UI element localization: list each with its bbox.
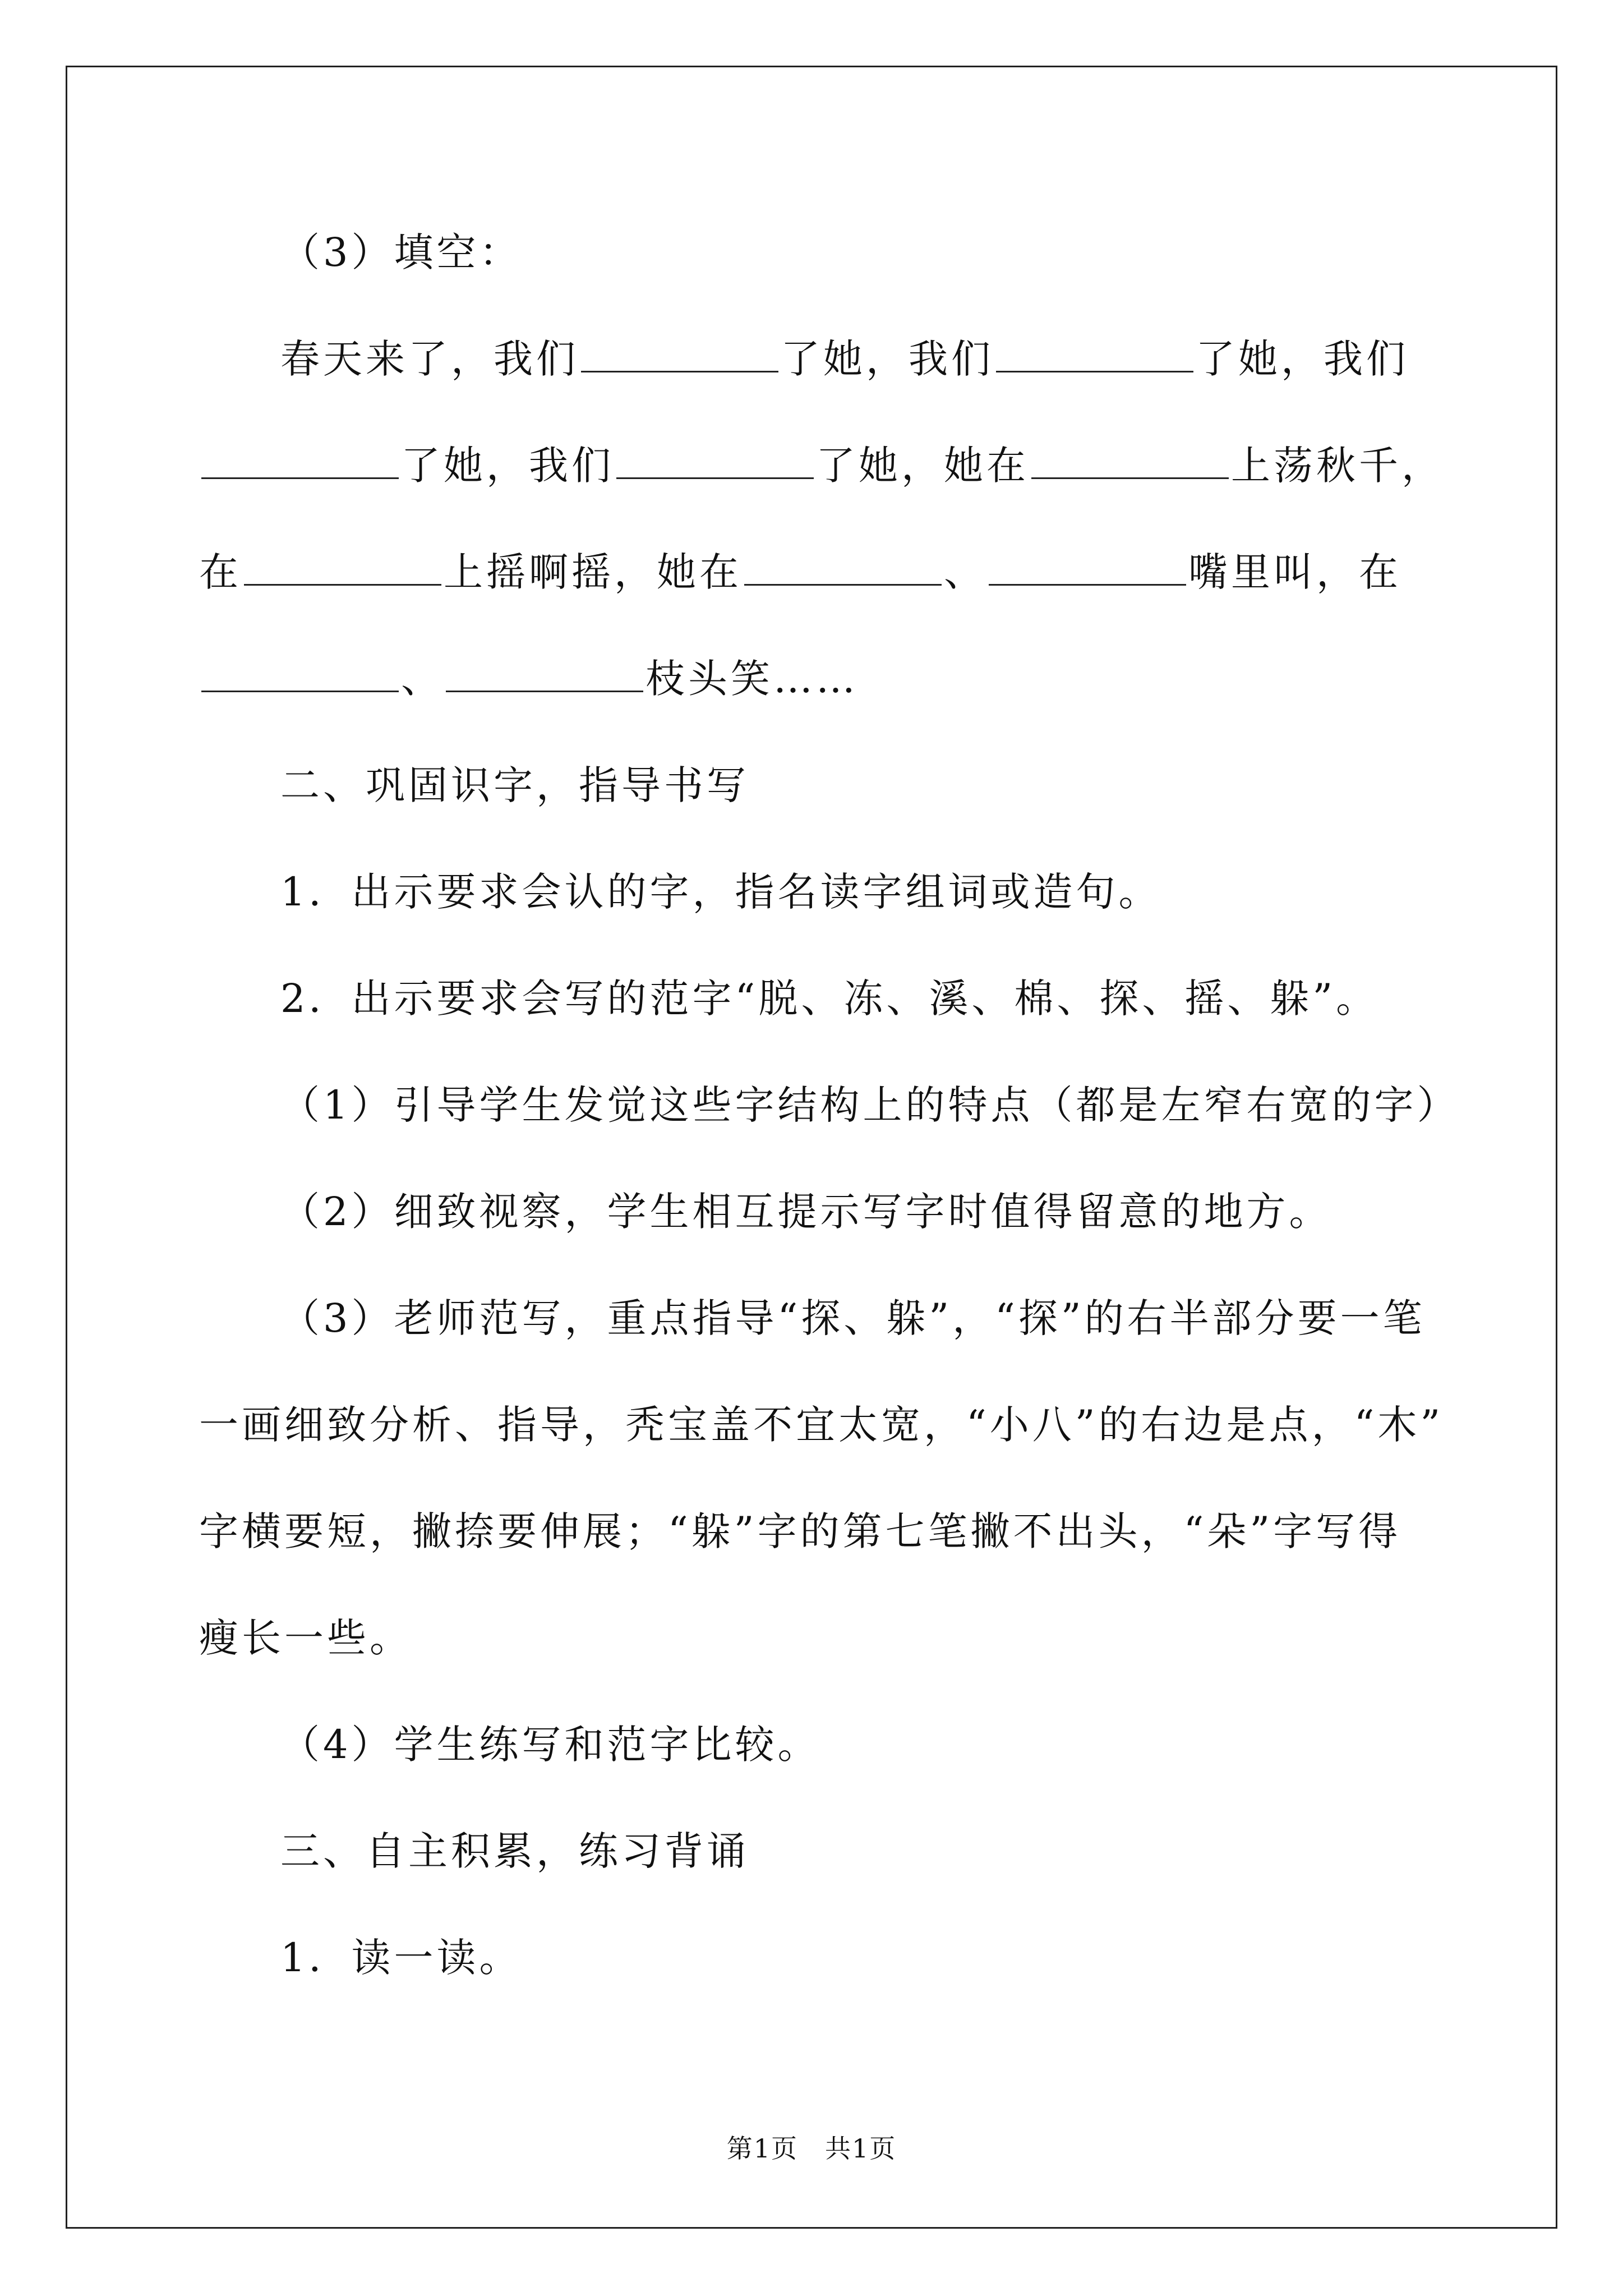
paragraph-continued: 一画细致分析、指导，秃宝盖不宜太宽，“小八”的右边是点，“木” xyxy=(199,1402,1444,1448)
blank-field xyxy=(446,654,643,692)
fill-in-line-3 xyxy=(199,544,1623,600)
text-segment: 春天来了，我们 xyxy=(280,336,579,382)
page-footer: 第1页 共1页 xyxy=(726,2133,897,2164)
blank-field xyxy=(989,547,1186,586)
paragraph: （1）引导学生发觉这些字结构上的特点（都是左窄右宽的字） xyxy=(280,1082,1460,1128)
fill-in-heading: （3）填空： xyxy=(280,229,522,275)
text-segment: 上摇啊摇，她在 xyxy=(444,549,742,595)
text-segment: 上荡秋千， xyxy=(1231,443,1444,489)
paragraph-continued: 字横要短，撇捺要伸展；“躲”字的第七笔撇不出头，“朵”字写得 xyxy=(199,1508,1401,1554)
text-segment: 、 xyxy=(944,549,986,595)
text-segment: 、 xyxy=(401,656,444,702)
paragraph: （4）学生练写和范字比较。 xyxy=(280,1722,820,1768)
text-segment: 了她，我们 xyxy=(401,443,614,489)
paragraph-continued: 瘦长一些。 xyxy=(199,1615,412,1661)
paragraph: （3）老师范写，重点指导“探、躲”，“探”的右半部分要一笔 xyxy=(280,1295,1426,1341)
fill-in-line-1 xyxy=(280,331,1623,387)
blank-field xyxy=(201,440,399,479)
paragraph: 2．出示要求会写的范字“脱、冻、溪、棉、探、摇、躲”。 xyxy=(280,976,1379,1022)
text-segment: 在 xyxy=(199,549,242,595)
text-segment: 了她，我们 xyxy=(781,336,994,382)
blank-field xyxy=(996,334,1193,372)
paragraph: （2）细致视察，学生相互提示写字时值得留意的地方。 xyxy=(280,1189,1332,1235)
text-segment: 嘴里叫，在 xyxy=(1188,549,1401,595)
text-segment: 枝头笑…… xyxy=(645,656,859,702)
fill-in-line-4 xyxy=(199,651,1623,707)
page-border xyxy=(66,66,1557,2229)
blank-field xyxy=(744,547,942,586)
fill-in-line-2 xyxy=(199,438,1623,494)
paragraph: 1．出示要求会认的字，指名读字组词或造句。 xyxy=(280,869,1161,915)
paragraph: 1．读一读。 xyxy=(280,1935,522,1981)
blank-field xyxy=(1031,440,1229,479)
blank-field xyxy=(244,547,441,586)
section-heading-2: 二、巩固识字，指导书写 xyxy=(280,762,749,808)
section-heading-3: 三、自主积累，练习背诵 xyxy=(280,1828,749,1874)
blank-field xyxy=(616,440,814,479)
text-segment: 了她，她在 xyxy=(816,443,1029,489)
blank-field xyxy=(201,654,399,692)
text-segment: 了她，我们 xyxy=(1196,336,1409,382)
blank-field xyxy=(581,334,778,372)
